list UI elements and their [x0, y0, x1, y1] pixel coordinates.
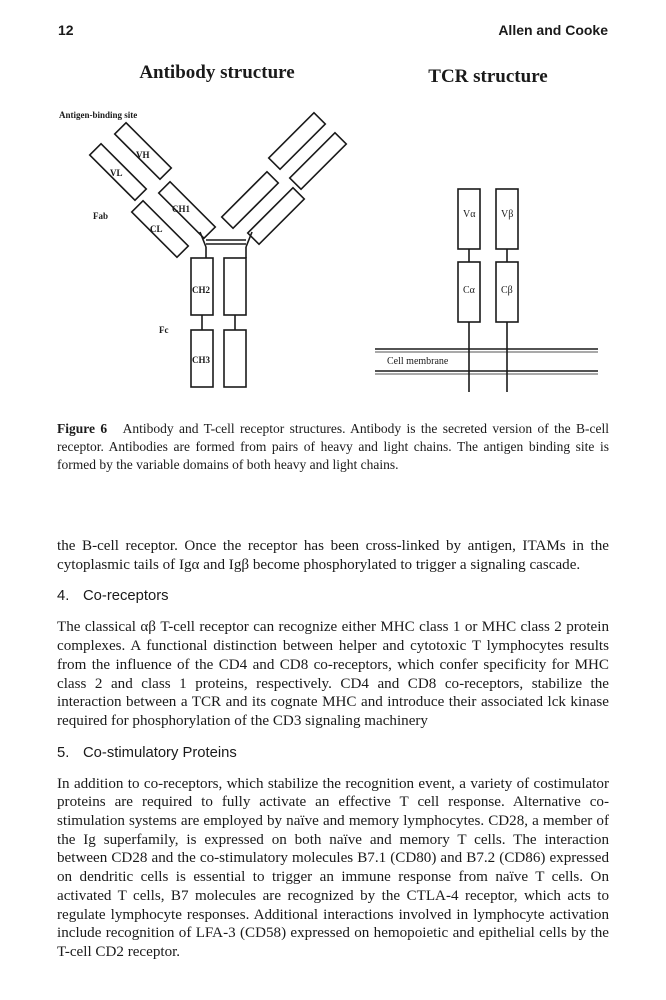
v-beta-label: Vβ	[501, 209, 514, 220]
paragraph-co-stimulatory-proteins: In addition to co-receptors, which stabilize the recognition event, a variety of costimulator proteins are required to fully activate an effective T cell response. Alternative co-stimulation systems are employed by naïve and memory lymphocytes. CD28, a member of the Ig superfamily, is expressed on both naïve and memory T cells. The interaction between CD28 and the co-stimulatory molecules B7.1 (CD80) and B7.2 (CD86) expressed on dendritic cells is essential to trigger an immune response from naïve T cells. On activated T cells, B7 molecules are recognized by the CTLA-4 receptor, which acts to regulate lymphocyte responses. Additional interactions involved in lymphocyte activation include recognition of LFA-3 (CD58) expressed on hemopoietic and epithelial cells by the T-cell CD2 receptor.	[57, 775, 609, 960]
cell-membrane-label: Cell membrane	[387, 356, 449, 367]
section-heading-co-stimulatory-proteins	[57, 744, 609, 762]
figure-caption	[57, 420, 609, 474]
right-arm-lower-inner	[222, 172, 279, 229]
v-alpha-label: Vα	[463, 209, 476, 220]
section-heading-co-receptors	[57, 587, 609, 605]
fc-label: Fc	[159, 325, 169, 335]
section-title: Co-receptors	[83, 588, 169, 605]
ch1-label: CH1	[172, 204, 190, 214]
ch3-label: CH3	[192, 355, 210, 365]
right-arm-upper-inner	[269, 113, 326, 170]
vh-label: VH	[136, 150, 150, 160]
ch2-label: CH2	[192, 285, 210, 295]
antibody-tcr-figure	[0, 50, 666, 395]
fab-label: Fab	[93, 211, 109, 221]
antigen-binding-site-label: Antigen-binding site	[59, 110, 138, 120]
antibody-title: Antibody structure	[139, 62, 295, 83]
paragraph-co-receptors: The classical αβ T-cell receptor can recognize either MHC class 1 or MHC class 2 protein complexes. A functional distinction between helper and cytotoxic T lymphocytes results from the influence of the CD4 and CD8 co-receptors, which confer specificity for MHC class 2 and class 1 proteins, respectively. CD4 and CD8 co-receptors, stabilize the interaction between a TCR and its cognate MHC and introduce their associated lck kinase required for phosphorylation of the CD3 signaling machinery	[57, 619, 609, 729]
paragraph-continuation: the B-cell receptor. Once the receptor has been cross-linked by antigen, ITAMs in the cytoplasmic tails of Igα and Igβ become phosphorylated to trigger a signaling cascade.	[57, 538, 609, 573]
c-beta-label: Cβ	[501, 285, 513, 296]
section-number: 4.	[57, 588, 70, 605]
cl-label: CL	[150, 224, 163, 234]
figure-caption-label: Figure 6	[57, 421, 108, 436]
section-title: Co-stimulatory Proteins	[83, 744, 237, 761]
page-number: 12	[58, 22, 74, 38]
figure-caption-text: Antibody and T-cell receptor structures. Antibody is the secreted version of the B-cell receptor. Antibodies are formed from pairs of heavy and light chains. The antigen binding site is formed by the variable domains of both heavy and light chains.	[57, 421, 610, 472]
right-arm-upper-outer	[290, 133, 347, 190]
tcr-title: TCR structure	[428, 66, 548, 87]
c-alpha-label: Cα	[463, 285, 475, 296]
ch2-domain-right	[224, 258, 246, 315]
section-number: 5.	[57, 744, 70, 761]
running-head: Allen and Cooke	[498, 22, 608, 38]
right-arm-lower-outer	[248, 188, 305, 245]
hinge-region	[200, 232, 252, 258]
ch3-domain-right	[224, 330, 246, 387]
vl-label: VL	[110, 168, 123, 178]
body-text	[57, 537, 609, 962]
